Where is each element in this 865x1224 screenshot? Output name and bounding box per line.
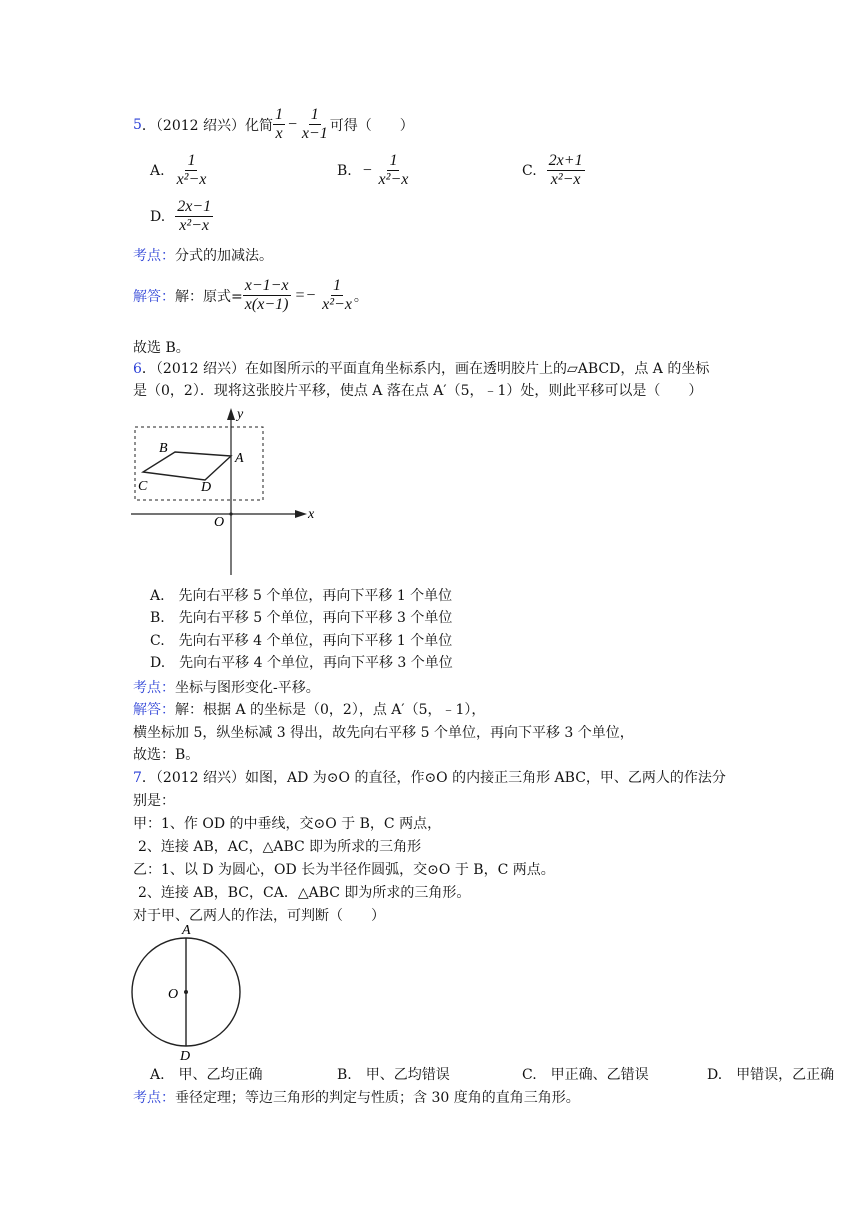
q6-option-d[interactable]: D. 先向右平移 4 个单位，再向下平移 3 个单位 [150,655,453,671]
q7-yi-step1: 乙：1、以 D 为圆心，OD 长为半径作圆弧，交⊙O 于 B，C 两点。 [133,862,555,878]
q7-kaodian: 考点：垂径定理；等边三角形的判定与性质；含 30 度角的直角三角形。 [133,1090,580,1106]
label-a: A [235,451,244,466]
q7-option-c[interactable]: C. 甲正确、乙错误 [522,1067,649,1083]
q6-option-a[interactable]: A. 先向右平移 5 个单位，再向下平移 1 个单位 [150,588,453,604]
q7-question: 对于甲、乙两人的作法，可判断（ ） [133,908,385,924]
q6-stem-line2: 是（0，2）．现将这张胶片平移，使点 A 落在点 A′（5，﹣1）处，则此平移可以是（ ） [133,383,703,399]
q6-jieda: 解答：解：根据 A 的坐标是（0，2），点 A′（5，﹣1）， [133,702,486,718]
q6-jieda-line2: 横坐标加 5，纵坐标减 3 得出，故先向右平移 5 个单位，再向下平移 3 个单位， [133,725,634,741]
x-axis-arrow [295,510,307,518]
q7-stem-line2: 别是： [133,793,175,809]
q7-jia-step1: 甲：1、作 OD 的中垂线，交⊙O 于 B，C 两点， [133,816,442,832]
q6-conclusion: 故选：B。 [133,747,200,763]
q7-option-b[interactable]: B. 甲、乙均错误 [337,1067,450,1083]
q5-option-a[interactable]: A. $\frac{1}{\text{x²−x}}$ [150,152,207,188]
label-d: D [201,480,212,495]
label-c: C [138,479,148,494]
y-axis-arrow [227,408,235,420]
label-o: O [168,987,179,1002]
q5-stem [133,106,414,143]
q5-option-b[interactable]: B. − $\frac{1}{\text{x²−x}}$ [337,152,409,188]
q5-option-c[interactable]: C. $\frac{2x+1}{\text{x²−x}}$ [522,152,583,188]
origin-point [229,512,232,515]
q5-conclusion: 故选 B。 [133,340,190,356]
parallelogram-abcd [143,452,231,480]
q7-jia-step2: 2、连接 AB，AC，△ABC 即为所求的三角形 [138,839,422,855]
q5-prefix: ．（2012 绍兴）化简 [141,117,274,134]
label-o: O [214,515,225,530]
q5-minus: − [287,115,298,133]
q5-jieda: 解答： 解：原式= $\frac{x-1-x}{x(x-1)}$ =− $\frac{1}{\text{x²−x}}$ 。 [133,277,368,313]
q5-suffix: 可得（ ） [329,117,414,134]
q5-number: 5 [133,116,142,133]
q6-kaodian: 考点：坐标与图形变化-平移。 [133,680,320,696]
q6-stem-line1: 6．（2012 绍兴）在如图所示的平面直角坐标系内，画在透明胶片上的▱ABCD，点 A 的坐标 [133,361,710,377]
label-d: D [180,1049,191,1062]
q7-option-a[interactable]: A. 甲、乙均正确 [150,1067,263,1083]
q5-frac2: $\frac{1}{x-1}$ [301,106,328,142]
q6-option-b[interactable]: B. 先向右平移 5 个单位，再向下平移 3 个单位 [150,610,453,626]
q5-frac1: $\frac{1}{x}$ [275,106,284,142]
label-a: A [182,923,191,938]
q7-yi-step2: 2、连接 AB，BC，CA．△ABC 即为所求的三角形。 [138,885,471,901]
film-dashed-rect [135,427,263,500]
q5-kaodian: 考点：分式的加减法。 [133,248,273,264]
q6-option-c[interactable]: C. 先向右平移 4 个单位，再向下平移 1 个单位 [150,633,453,649]
label-x: x [308,507,315,522]
center-point [184,990,188,994]
label-y: y [237,407,244,422]
q6-coordinate-figure [125,400,325,580]
q7-circle-figure [125,920,255,1062]
q7-stem-line1: 7．（2012 绍兴）如图，AD 为⊙O 的直径，作⊙O 的内接正三角形 ABC，甲、乙两人的作法分 [133,770,726,786]
q5-option-d[interactable]: D. $\frac{2x-1}{\text{x²−x}}$ [150,198,212,234]
label-b: B [159,441,168,456]
q7-option-d[interactable]: D. 甲错误，乙正确 [707,1067,835,1083]
